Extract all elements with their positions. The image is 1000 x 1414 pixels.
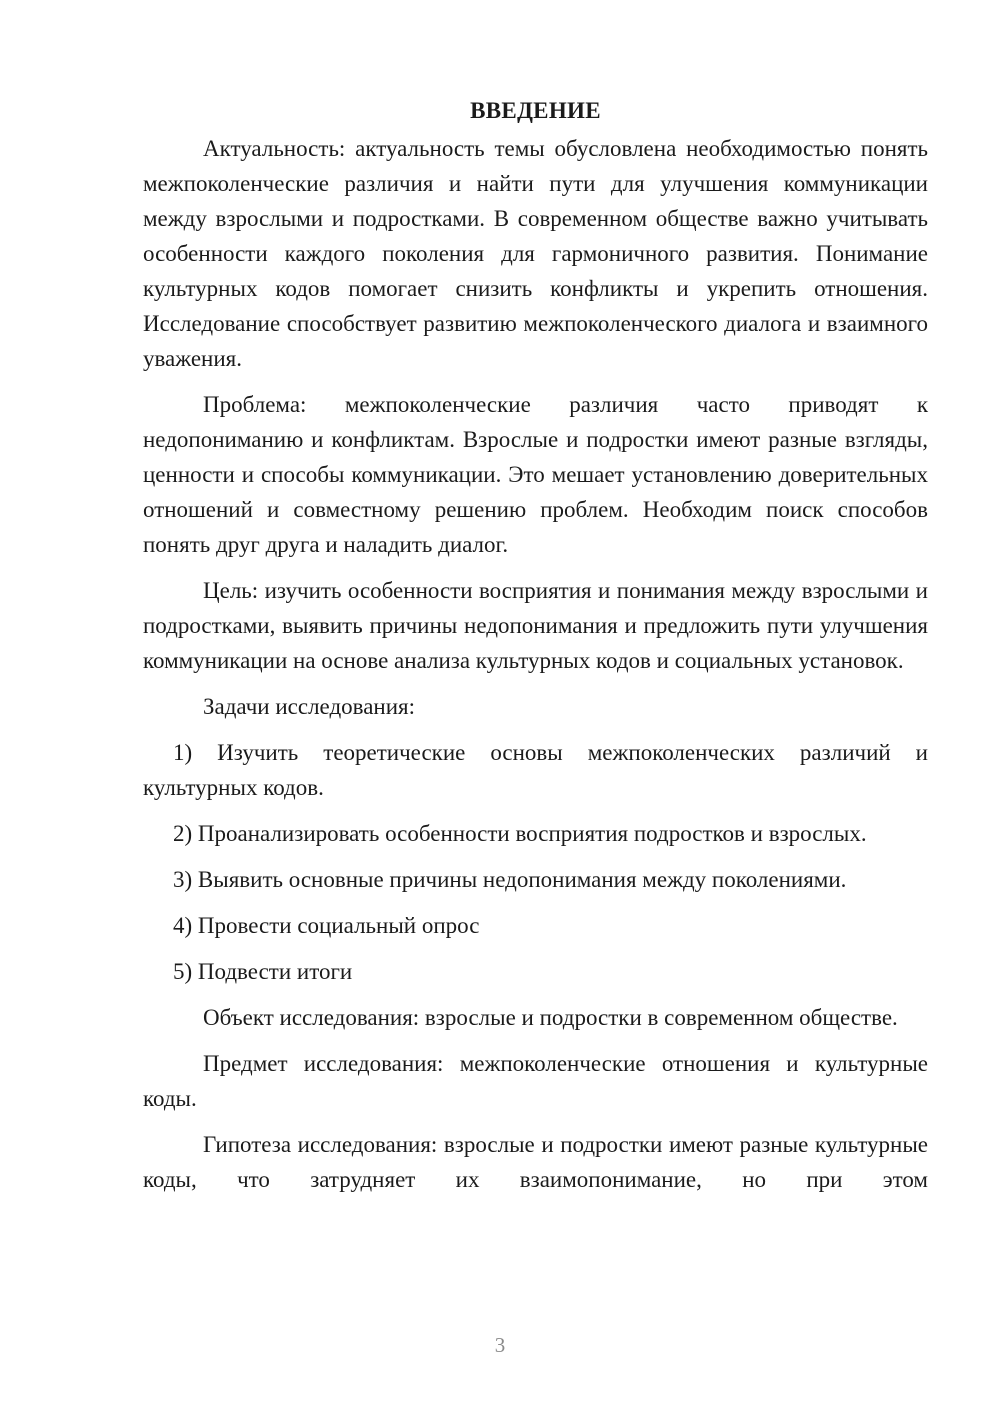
document-page <box>143 93 928 1197</box>
paragraph-object: Объект исследования: взрослые и подростки в современном обществе. <box>203 1005 898 1030</box>
task-item: 5) Подвести итоги <box>173 959 353 984</box>
paragraph-hypothesis: Гипотеза исследования: взрослые и подростки имеют разные культурные коды, что затрудняет их взаимопонимание, но при этом <box>143 1132 928 1192</box>
task-item: 3) Выявить основные причины недопонимания между поколениями. <box>173 867 847 892</box>
task-item: 1) Изучить теоретические основы межпоколенческих различий и культурных кодов. <box>143 740 928 800</box>
paragraph-problem: Проблема: межпоколенческие различия часто приводят к недопониманию и конфликтам. Взрослые и подростки имеют разные взгляды, ценности и способы коммуникации. Это мешает установлению доверительных отношений и совместному решению проблем. Необходим поиск способов понять друг друга и наладить диалог. <box>143 392 928 557</box>
task-item: 2) Проанализировать особенности восприятия подростков и взрослых. <box>173 821 867 846</box>
paragraph-subject: Предмет исследования: межпоколенческие отношения и культурные коды. <box>143 1051 928 1111</box>
paragraph-goal: Цель: изучить особенности восприятия и понимания между взрослыми и подростками, выявить причины недопонимания и предложить пути улучшения коммуникации на основе анализа культурных кодов и социальных установок. <box>143 578 928 673</box>
paragraph-tasks-intro: Задачи исследования: <box>203 694 416 719</box>
task-item: 4) Провести социальный опрос <box>173 913 480 938</box>
tasks-list <box>143 735 928 989</box>
page-title: ВВЕДЕНИЕ <box>470 98 601 123</box>
paragraph-relevance: Актуальность: актуальность темы обусловлена необходимостью понять межпоколенческие различия и найти пути для улучшения коммуникации между взрослыми и подростками. В современном обществе важно учитывать особенности каждого поколения для гармоничного развития. Понимание культурных кодов помогает снизить конфликты и укрепить отношения. Исследование способствует развитию межпоколенческого диалога и взаимного уважения. <box>143 136 928 371</box>
page-number: 3 <box>494 1333 506 1357</box>
